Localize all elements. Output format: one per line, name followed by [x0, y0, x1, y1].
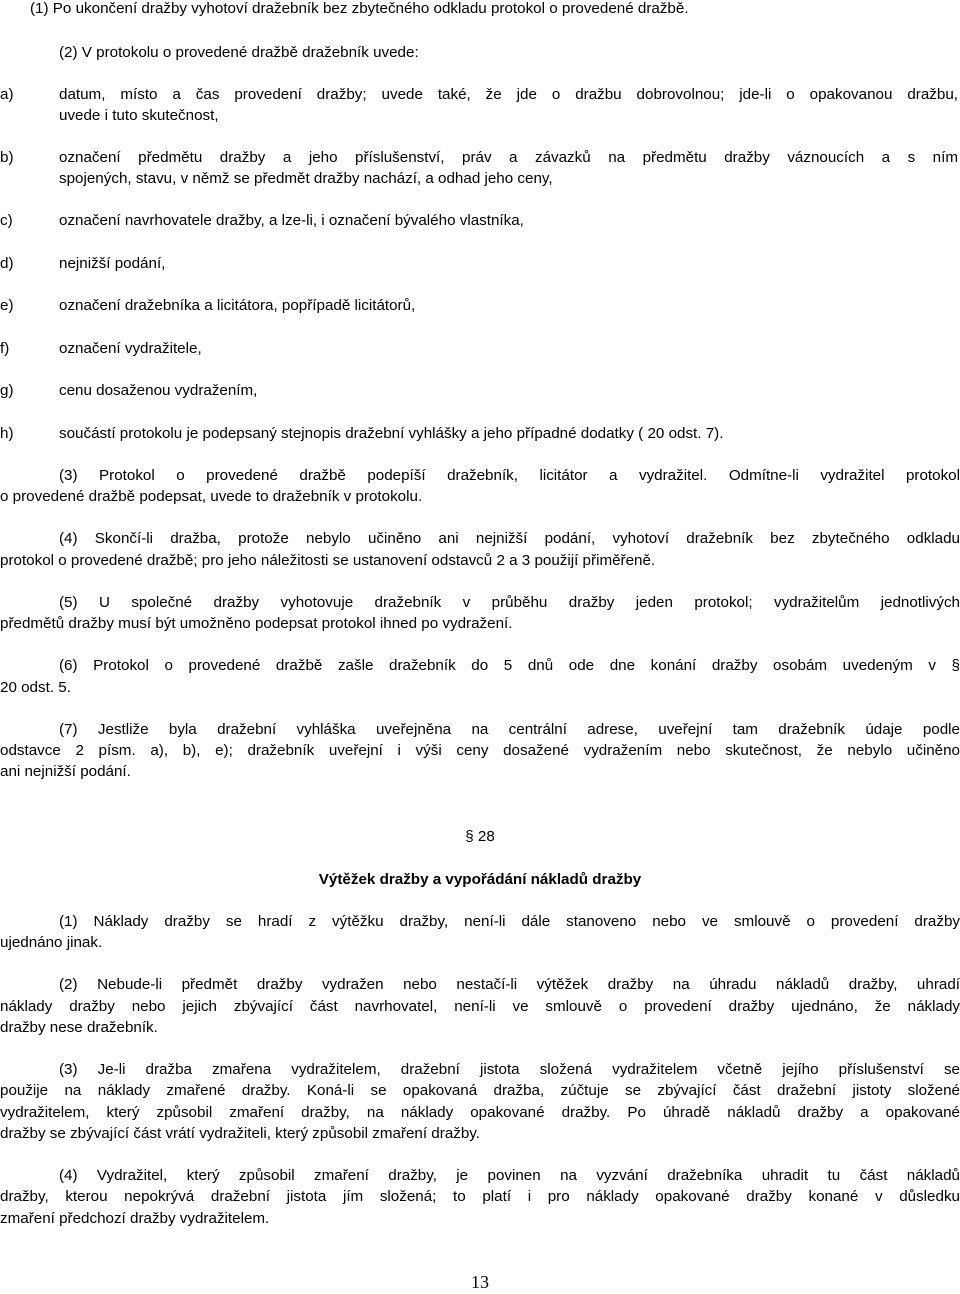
list-marker: f) — [0, 340, 10, 357]
line: (1) Náklady dražby se hradí z výtěžku dražby, není-li dále stanoveno nebo ve smlouvě o provedení dražby — [59, 913, 960, 930]
line: ani nejnižší podání. — [0, 763, 131, 780]
line: odstavce 2 písm. a), b), e); dražebník uveřejní i výši ceny dosažené vydražením nebo skutečnost, že nebylo učiněno — [0, 742, 960, 759]
section-number-text: § 28 — [465, 828, 495, 845]
section-number — [0, 826, 960, 847]
paragraph-7 — [0, 719, 960, 740]
list-item-text: cenu dosaženou vydražením, — [59, 382, 258, 399]
paragraph-5 — [0, 592, 960, 613]
list-item-text: označení navrhovatele dražby, a lze-li, i označení bývalého vlastníka, — [59, 212, 524, 229]
page-number-text: 13 — [471, 1272, 489, 1292]
section-title — [0, 869, 960, 890]
list-item-text: nejnižší podání, — [59, 255, 166, 272]
line: (3) Protokol o provedené dražbě podepíší dražebník, licitátor a vydražitel. Odmítne-li vydražitel protokol — [59, 467, 960, 484]
list-marker: e) — [0, 297, 14, 314]
line: (3) Je-li dražba zmařena vydražitelem, dražební jistota složená vydražitelem včetně jejího příslušenství se — [59, 1061, 960, 1078]
section-paragraph-2 — [0, 974, 960, 995]
line: (4) Vydražitel, který způsobil zmaření dražby, je povinen na vyzvání dražebníka uhradit tu část nákladů — [59, 1167, 960, 1184]
line: předmětů dražby musí být umožněno podepsat protokol ihned po vydražení. — [0, 615, 513, 632]
line: ujednáno jinak. — [0, 934, 103, 951]
section-paragraph-1 — [0, 911, 960, 932]
list-item-text: označení předmětu dražby a jeho příslušenství, práv a závazků na předmětu dražby váznoucích a s ním — [59, 149, 958, 166]
paragraph-3 — [0, 465, 960, 486]
paragraph-5-cont — [0, 613, 960, 634]
paragraph-1 — [0, 0, 960, 19]
line: o provedené dražbě podepsat, uvede to dražebník v protokolu. — [0, 488, 423, 505]
line: 20 odst. 5. — [0, 679, 71, 696]
list-marker: a) — [0, 86, 14, 103]
list-marker: d) — [0, 255, 14, 272]
line: použije na náklady zmařené dražby. Koná-li se opakovaná dražba, zúčtuje se zbývající část dražební jistoty složené — [0, 1082, 960, 1099]
paragraph-6-cont — [0, 677, 960, 698]
paragraph-7-cont2 — [0, 761, 960, 782]
line: zmaření předchozí dražby vydražitelem. — [0, 1210, 270, 1227]
list-item-text: spojených, stavu, v němž se předmět dražby nachází, a odhad jeho ceny, — [59, 170, 553, 187]
section-paragraph-3-cont2 — [0, 1102, 960, 1123]
page-number — [0, 1272, 960, 1293]
line: náklady dražby nebo jejich zbývající část navrhovatel, není-li ve smlouvě o provedení dražby ujednáno, že náklady — [0, 998, 960, 1015]
section-paragraph-2-cont — [0, 996, 960, 1017]
section-paragraph-2-cont2 — [0, 1017, 960, 1038]
section-paragraph-3-cont — [0, 1080, 960, 1101]
paragraph-6 — [0, 655, 960, 676]
list-marker: c) — [0, 212, 13, 229]
line: vydražitelem, který způsobil zmaření dražby, na náklady opakované dražby. Po úhradě nákladů dražby a opakované — [0, 1104, 960, 1121]
list-item-text: označení vydražitele, — [59, 340, 202, 357]
line: (7) Jestliže byla dražební vyhláška uveřejněna na centrální adrese, uveřejní tam dražebník údaje podle — [59, 721, 960, 738]
section-paragraph-3-cont3 — [0, 1123, 960, 1144]
line: (1) Po ukončení dražby vyhotoví dražebník bez zbytečného odkladu protokol o provedené dražbě. — [30, 0, 689, 17]
list-marker: b) — [0, 149, 14, 166]
line: (2) Nebude-li předmět dražby vydražen nebo nestačí-li výtěžek dražby na úhradu nákladů dražby, uhradí — [59, 976, 960, 993]
paragraph-4 — [0, 528, 960, 549]
paragraph-3-cont — [0, 486, 960, 507]
line: protokol o provedené dražbě; pro jeho náležitosti se ustanovení odstavců 2 a 3 použijí přiměřeně. — [0, 552, 656, 569]
line: (5) U společné dražby vyhotovuje dražebník v průběhu dražby jeden protokol; vydražitelům jednotlivých — [59, 594, 960, 611]
line: (6) Protokol o provedené dražbě zašle dražebník do 5 dnů ode dne konání dražby osobám uvedeným v § — [59, 657, 960, 674]
line: dražby se zbývající část vrátí vydražiteli, který způsobil zmaření dražby. — [0, 1125, 480, 1142]
line: (4) Skončí-li dražba, protože nebylo učiněno ani nejnižší podání, vyhotoví dražebník bez zbytečného odkladu — [59, 530, 960, 547]
section-paragraph-4-cont2 — [0, 1208, 960, 1229]
paragraph-2 — [0, 42, 960, 63]
list-item-text: uvede i tuto skutečnost, — [59, 107, 219, 124]
line: dražby, kterou nepokrývá dražební jistota jím složená; to platí i pro náklady opakované dražby konané v důsledku — [0, 1188, 960, 1205]
paragraph-4-cont — [0, 550, 960, 571]
line: (2) V protokolu o provedené dražbě dražebník uvede: — [59, 44, 419, 61]
list-item-text: označení dražebníka a licitátora, popřípadě licitátorů, — [59, 297, 416, 314]
section-title-text: Výtěžek dražby a vypořádání nákladů dražby — [318, 871, 642, 888]
list-marker: h) — [0, 425, 14, 442]
list-item-text: součástí protokolu je podepsaný stejnopis dražební vyhlášky a jeho případné dodatky ( 20 odst. 7). — [59, 425, 724, 442]
list-marker: g) — [0, 382, 14, 399]
section-paragraph-4-cont — [0, 1186, 960, 1207]
line: dražby nese dražebník. — [0, 1019, 158, 1036]
section-paragraph-3 — [0, 1059, 960, 1080]
list-item-text: datum, místo a čas provedení dražby; uvede také, že jde o dražbu dobrovolnou; jde-li o opakovanou dražbu, — [59, 86, 958, 103]
section-paragraph-1-cont — [0, 932, 960, 953]
section-paragraph-4 — [0, 1165, 960, 1186]
paragraph-7-cont — [0, 740, 960, 761]
